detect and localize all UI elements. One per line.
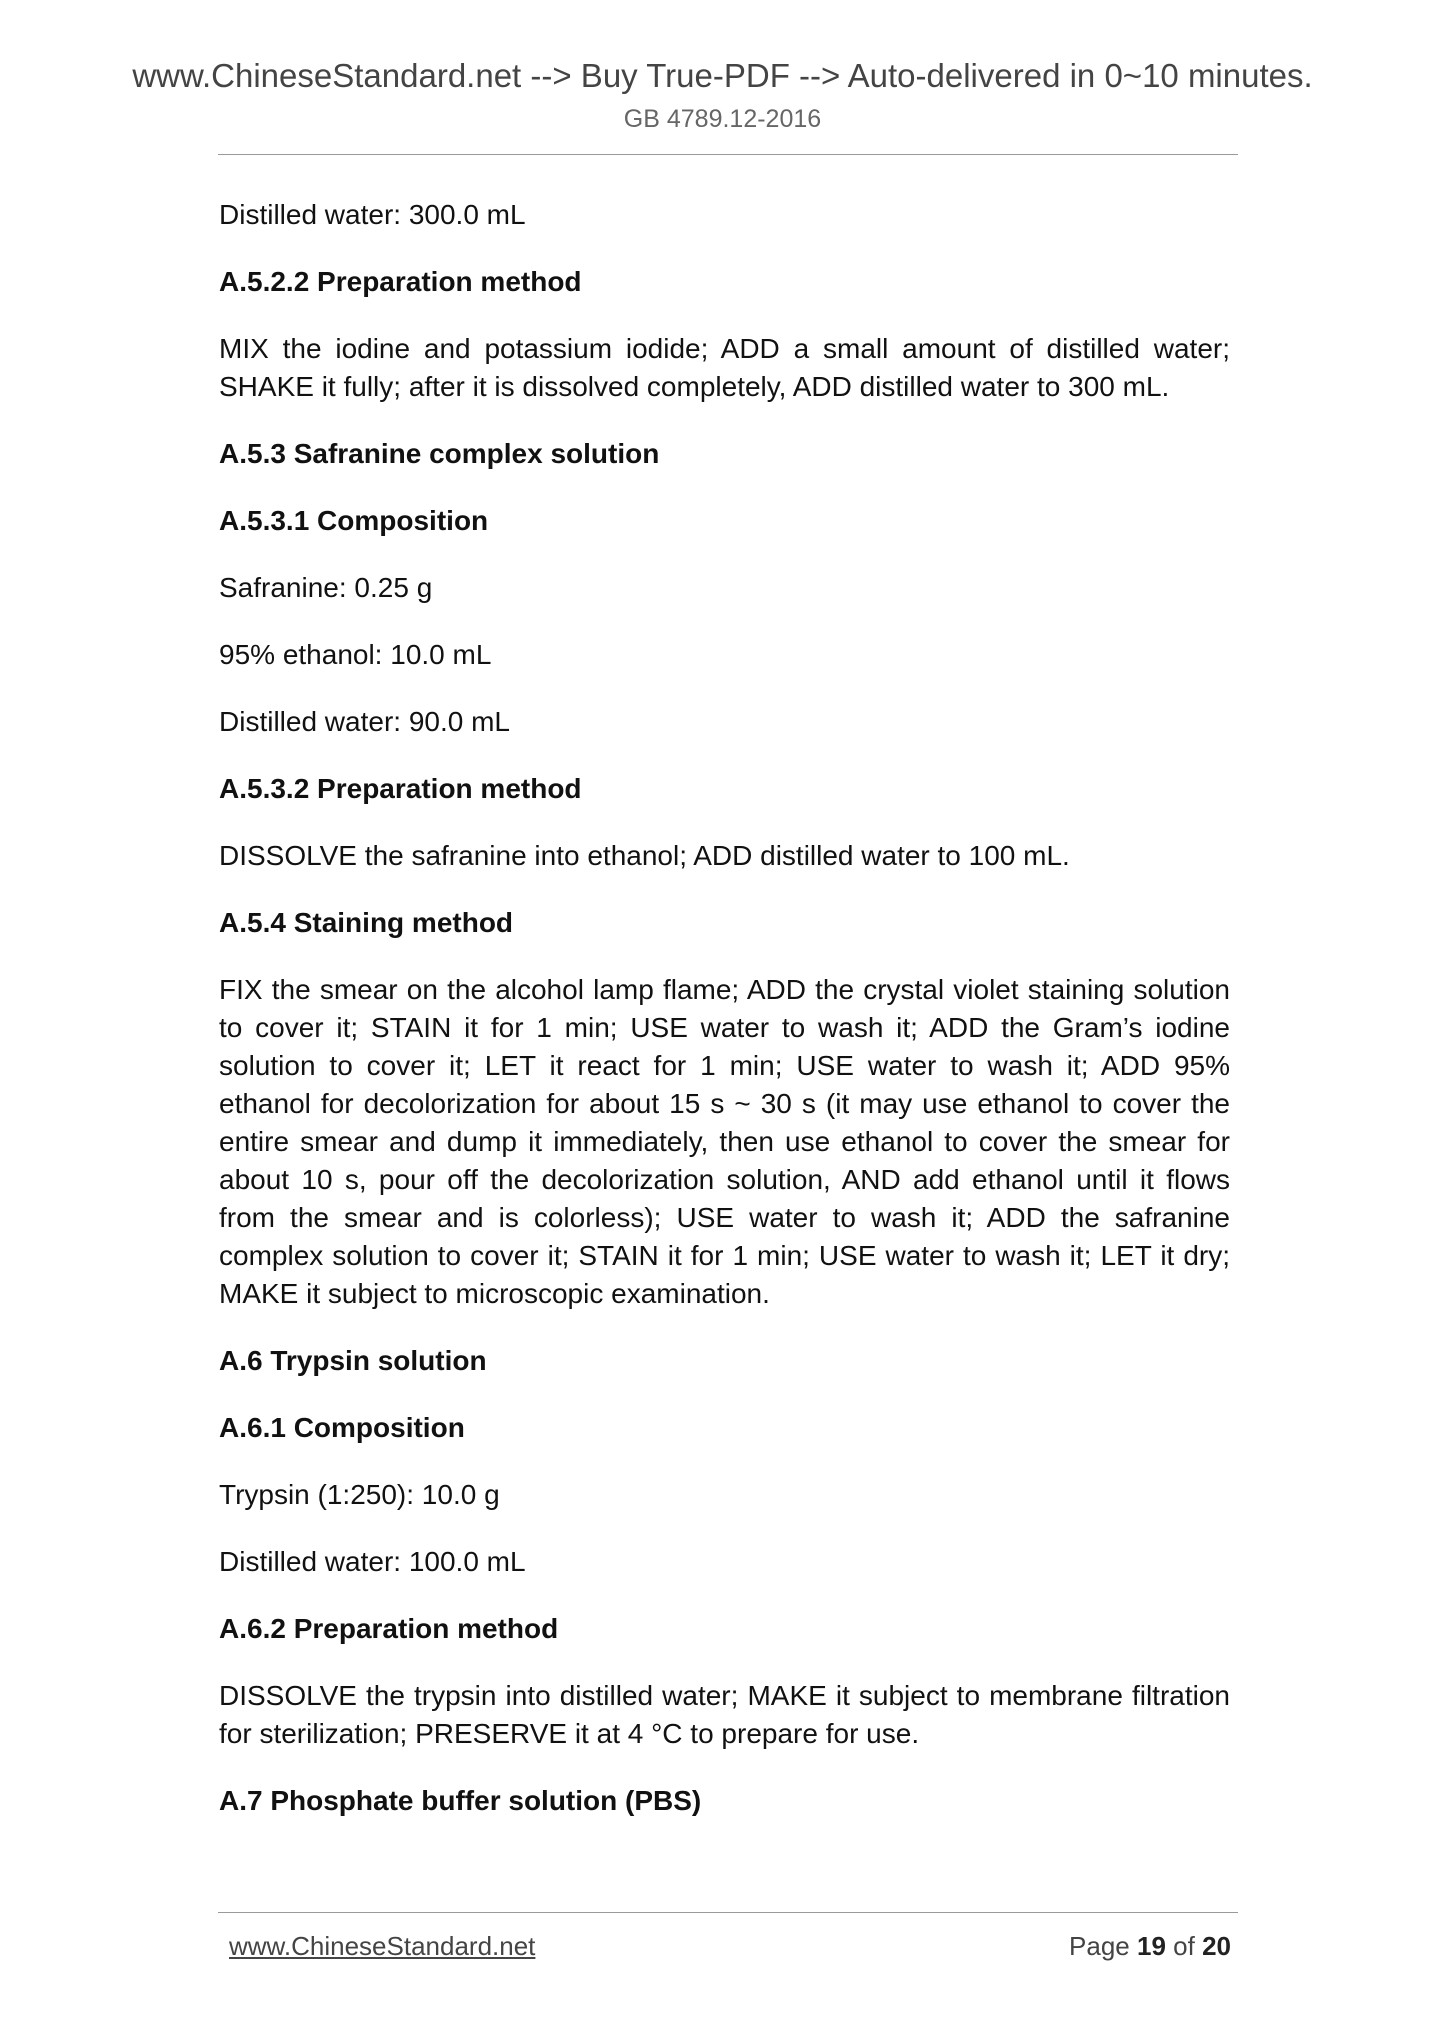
- composition-line: Distilled water: 90.0 mL: [219, 706, 511, 737]
- section-heading: A.6.1 Composition: [219, 1412, 465, 1443]
- section-heading: A.5.3 Safranine complex solution: [219, 438, 660, 469]
- section-heading: A.6.2 Preparation method: [219, 1613, 559, 1644]
- body-paragraph: MIX the iodine and potassium iodide; ADD a small amount of distilled water; SHAKE it fully; after it is dissolved completely, ADD distilled water to 300 mL.: [219, 333, 1230, 402]
- section-heading: A.5.4 Staining method: [219, 907, 514, 938]
- page-total: 20: [1202, 1931, 1231, 1961]
- page-current: 19: [1137, 1931, 1166, 1961]
- page-indicator: [1069, 1930, 1231, 1962]
- body-paragraph: DISSOLVE the safranine into ethanol; ADD distilled water to 100 mL.: [219, 840, 1070, 871]
- header-divider: [218, 154, 1238, 155]
- body-paragraph: FIX the smear on the alcohol lamp flame; ADD the crystal violet staining solution to cover it; STAIN it for 1 min; USE water to wash it; ADD the Gram’s iodine solution to cover it; LET it react for 1 min; USE water to wash it; ADD 95% ethanol for decolorization for about 15 s ~ 30 s (it may use ethanol to cover the entire smear and dump it immediately, then use ethanol to cover the smear for about 10 s, pour off the decolorization solution, AND add ethanol until it flows from the smear and is colorless); USE water to wash it; ADD the safranine complex solution to cover it; STAIN it for 1 min; USE water to wash it; LET it dry; MAKE it subject to microscopic examination.: [219, 974, 1230, 1309]
- section-heading: A.7 Phosphate buffer solution (PBS): [219, 1785, 702, 1816]
- document-body: [219, 196, 1230, 1849]
- footer-divider: [218, 1912, 1238, 1913]
- section-heading: A.6 Trypsin solution: [219, 1345, 487, 1376]
- section-heading: A.5.3.2 Preparation method: [219, 773, 582, 804]
- page-label: Page: [1069, 1931, 1130, 1961]
- header-banner: www.ChineseStandard.net --> Buy True-PDF --> Auto-delivered in 0~10 minutes.: [132, 57, 1313, 94]
- composition-line: Safranine: 0.25 g: [219, 572, 433, 603]
- page-of: of: [1173, 1931, 1195, 1961]
- composition-line: Distilled water: 300.0 mL: [219, 199, 526, 230]
- standard-number: GB 4789.12-2016: [623, 105, 822, 133]
- composition-line: 95% ethanol: 10.0 mL: [219, 639, 492, 670]
- composition-line: Trypsin (1:250): 10.0 g: [219, 1479, 500, 1510]
- composition-line: Distilled water: 100.0 mL: [219, 1546, 526, 1577]
- section-heading: A.5.2.2 Preparation method: [219, 266, 582, 297]
- body-paragraph: DISSOLVE the trypsin into distilled water; MAKE it subject to membrane filtration for sterilization; PRESERVE it at 4 °C to prepare for use.: [219, 1680, 1230, 1749]
- footer-website-link[interactable]: www.ChineseStandard.net: [229, 1931, 536, 1961]
- section-heading: A.5.3.1 Composition: [219, 505, 489, 536]
